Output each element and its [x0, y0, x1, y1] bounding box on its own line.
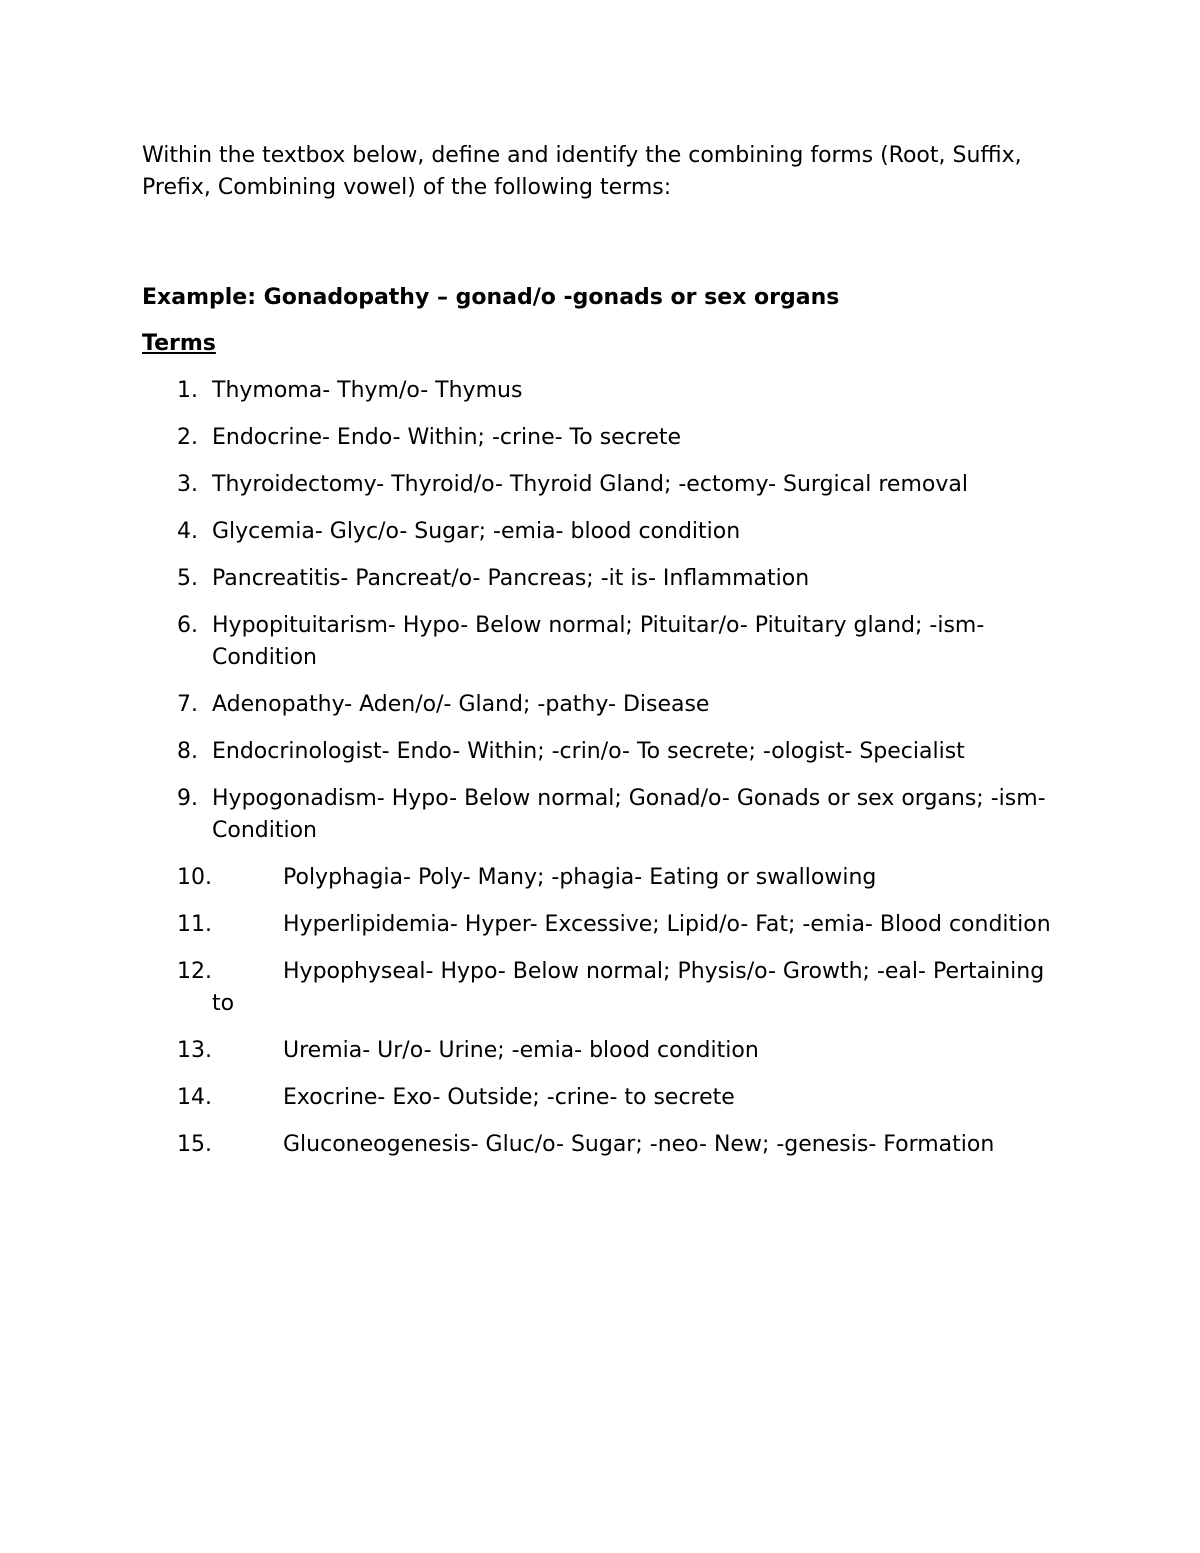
term-item [142, 1129, 1062, 1161]
intro-text: Within the textbox below, define and identify the combining forms (Root, Suffix, Prefix, Combining vowel) of the following terms: [142, 143, 1022, 200]
term-text: Gluconeogenesis- Gluc/o- Sugar; -neo- New; -genesis- Formation [283, 1132, 995, 1157]
term-text: Polyphagia- Poly- Many; -phagia- Eating or swallowing [283, 865, 877, 890]
term-text: Hypopituitarism- Hypo- Below normal; Pituitar/o- Pituitary gland; -ism- Condition [212, 613, 985, 670]
term-number: 12. [177, 959, 212, 984]
term-number: 5. [177, 566, 198, 591]
term-number: 8. [177, 739, 198, 764]
term-item [142, 563, 1062, 595]
term-item [142, 783, 1062, 847]
term-item [142, 1035, 1062, 1067]
term-number: 3. [177, 472, 198, 497]
term-item [142, 736, 1062, 768]
term-text: Hyperlipidemia- Hyper- Excessive; Lipid/o- Fat; -emia- Blood condition [283, 912, 1051, 937]
term-item [142, 469, 1062, 501]
term-number: 4. [177, 519, 198, 544]
terms-heading: Terms [142, 331, 216, 356]
term-text: Glycemia- Glyc/o- Sugar; -emia- blood condition [212, 519, 741, 544]
terms-list [142, 375, 1062, 1161]
term-text: Adenopathy- Aden/o/- Gland; -pathy- Disease [212, 692, 710, 717]
term-number: 2. [177, 425, 198, 450]
term-item [142, 1082, 1062, 1114]
term-item [142, 610, 1062, 674]
term-number: 11. [177, 912, 212, 937]
term-number: 15. [177, 1132, 212, 1157]
term-item [142, 956, 1062, 1020]
term-text: Endocrine- Endo- Within; -crine- To secrete [212, 425, 682, 450]
term-number: 6. [177, 613, 198, 638]
term-number: 14. [177, 1085, 212, 1110]
term-number: 1. [177, 378, 198, 403]
term-item [142, 862, 1062, 894]
term-text: Endocrinologist- Endo- Within; -crin/o- To secrete; -ologist- Specialist [212, 739, 965, 764]
example-line: Example: Gonadopathy – gonad/o -gonads or sex organs [142, 285, 840, 310]
term-item [142, 516, 1062, 548]
term-text: Thyroidectomy- Thyroid/o- Thyroid Gland; -ectomy- Surgical removal [212, 472, 968, 497]
term-number: 13. [177, 1038, 212, 1063]
term-item [142, 909, 1062, 941]
term-number: 10. [177, 865, 212, 890]
term-number: 9. [177, 786, 198, 811]
term-text: Exocrine- Exo- Outside; -crine- to secrete [283, 1085, 735, 1110]
term-text: Uremia- Ur/o- Urine; -emia- blood condition [283, 1038, 759, 1063]
term-text: Pancreatitis- Pancreat/o- Pancreas; -it is- Inflammation [212, 566, 810, 591]
term-number: 7. [177, 692, 198, 717]
term-text: Hypogonadism- Hypo- Below normal; Gonad/o- Gonads or sex organs; -ism- Condition [212, 786, 1046, 843]
term-item [142, 375, 1062, 407]
term-text: Hypophyseal- Hypo- Below normal; Physis/o- Growth; -eal- Pertaining to [212, 959, 1045, 1016]
term-item [142, 422, 1062, 454]
term-text: Thymoma- Thym/o- Thymus [212, 378, 523, 403]
term-item [142, 689, 1062, 721]
document-page [142, 140, 1062, 1161]
